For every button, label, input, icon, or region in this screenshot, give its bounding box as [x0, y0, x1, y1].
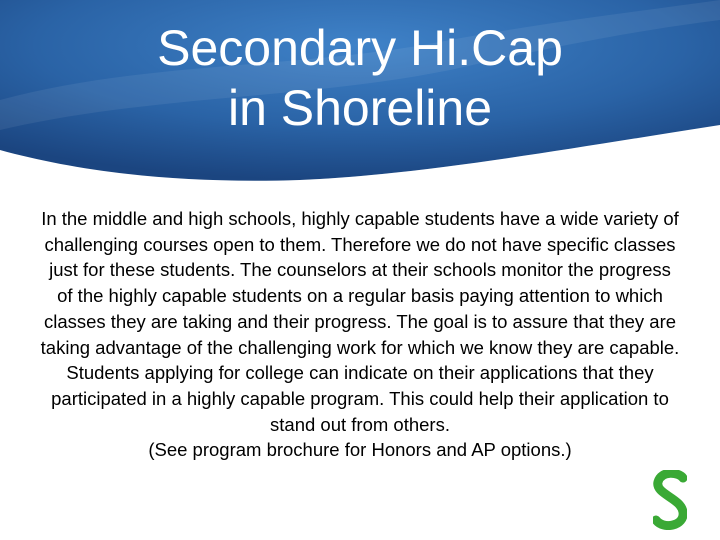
s-logo-icon — [653, 470, 687, 530]
slide-title-line-2: in Shoreline — [227, 80, 493, 136]
slide-title — [0, 18, 720, 138]
slide-title-line-1: Secondary Hi.Cap — [157, 20, 563, 76]
brochure-note: (See program brochure for Honors and AP options.) — [148, 439, 572, 461]
body-paragraph: In the middle and high schools, highly capable students have a wide variety of challenging courses open to them. Therefore we do not have specific classes just for these students. The counselors at their schools monitor the progress of the highly capable students on a regular basis paying attention to which classes they are taking and their progress. The goal is to assure that they are taking advantage of the challenging work for which we know they are capable. Students applying for college can indicate on their applications that they participated in a highly capable program. This could help their application to stand out from others. — [40, 208, 680, 435]
slide-body — [40, 206, 680, 463]
